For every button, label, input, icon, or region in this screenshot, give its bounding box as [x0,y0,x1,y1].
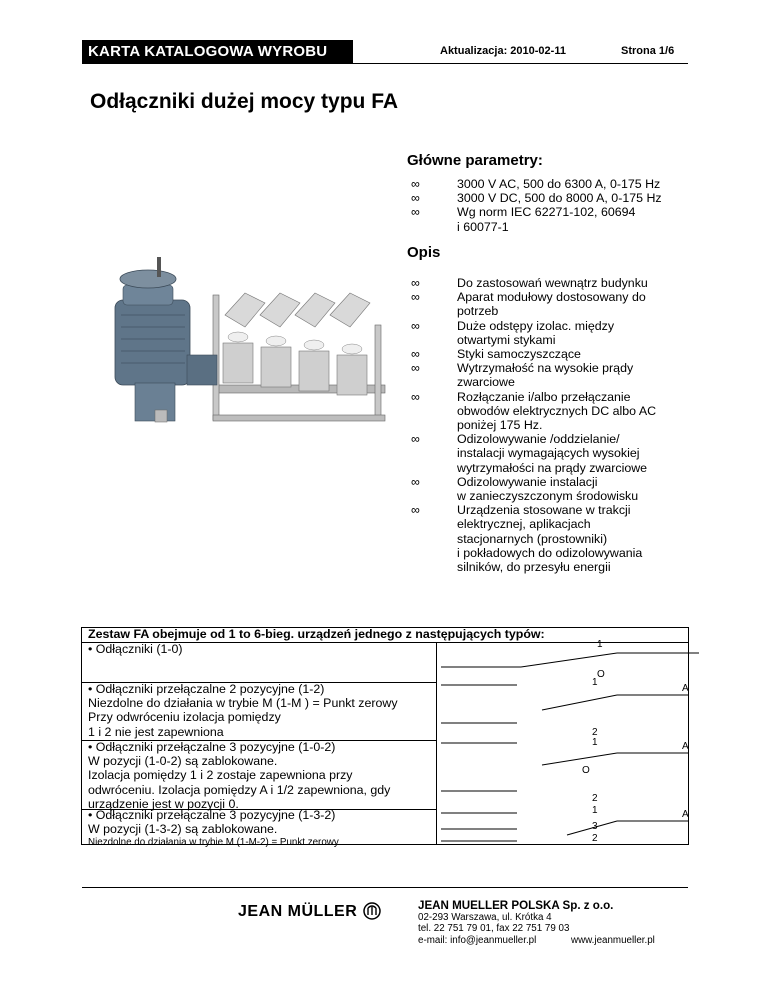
bullet-item-line: Wytrzymałość na wysokie prądy [457,361,634,376]
bullet-item-line: Aparat modułowy dostosowany do [457,290,646,305]
table-cell-line: • Odłączniki przełączalne 2 pozycyjne (1-2) [88,682,325,696]
bullet-item-line: 3000 V DC, 500 do 8000 A, 0-175 Hz [457,191,662,206]
table-cell-line: urządzenie jest w pozycji 0. [88,796,239,811]
bullet-infinity-icon: ∞ [411,290,420,305]
bullet-item [411,475,711,503]
bullet-item-line: w zanieczyszczonym środowisku [457,489,639,504]
label-1: 1 [592,677,598,688]
company-website[interactable]: www.jeanmueller.pl [571,935,655,946]
bullet-item-line: poniżej 175 Hz. [457,418,543,433]
bullet-infinity-icon: ∞ [411,474,420,489]
table-cell-line: • Odłączniki przełączalne 3 pozycyjne (1-3-2) [88,808,336,822]
table-cell-note: Niezdolne do działania w trybie M (1-M-2) = Punkt zerowy [88,837,339,849]
table-header: Zestaw FA obejmuje od 1 to 6-bieg. urządzeń jednego z następujących typów: [88,627,545,641]
bullet-item-line: Odizolowywanie instalacji [457,474,598,489]
bullet-item-line: wytrzymałości na prądy zwarciowe [457,460,648,475]
bullet-item-line: Do zastosowań wewnątrz budynku [457,276,648,290]
label-0: O [597,669,605,680]
table-cell-line: W pozycji (1-0-2) są zablokowane. [88,754,278,769]
label-a: A [682,741,689,752]
bullet-item [411,191,711,205]
bullet-item [411,390,711,433]
table-cell-line: Niezdolne do działania w trybie M (1-M ) = Punkt zerowy [88,696,398,711]
table-cell-line: Izolacja pomiędzy 1 i 2 zostaje zapewniona przy [88,768,353,783]
bullet-infinity-icon: ∞ [411,347,420,362]
bullet-infinity-icon: ∞ [411,503,420,518]
bullet-infinity-icon: ∞ [411,318,420,333]
bullet-item [411,361,711,389]
table-cell-line: • Odłączniki przełączalne 3 pozycyjne (1-0-2) [88,740,336,754]
diagram-1-0-2 [441,737,689,804]
types-table [81,627,689,849]
desc-list [411,276,711,574]
bullet-item-line: stacjonarnych (prostowniki) [457,531,608,546]
label-2: 2 [592,727,598,738]
type-row-1-3-2 [88,808,339,851]
bullet-item-line: elektrycznej, aplikacjach [457,517,591,532]
switch-diagrams [437,639,689,844]
diagram-1-2 [441,677,689,738]
bullet-item-line: Styki samoczyszczące [457,347,581,362]
bullet-item-line: Wg norm IEC 62271-102, 60694 [457,205,636,220]
diagram-1-3-2 [441,805,689,844]
type-row-1-0-2 [88,740,390,811]
bullet-item [411,276,711,290]
bullet-item [411,503,711,574]
label-2: 2 [592,793,598,804]
bullet-item [411,347,711,361]
label-1: 1 [597,639,603,650]
product-photo [95,255,391,429]
bullet-item-line: potrzeb [457,304,499,319]
bullet-item-line: obwodów elektrycznych DC albo AC [457,403,657,418]
table-cell-line: W pozycji (1-3-2) są zablokowane. [88,822,278,837]
bullet-item-line: Odizolowywanie /oddzielanie/ [457,432,620,447]
label-a: A [682,809,689,820]
table-cell-line: 1 i 2 nie jest zapewniona [88,724,224,739]
bullet-item-line: Rozłączanie i/albo przełączanie [457,389,631,404]
bullet-infinity-icon: ∞ [411,191,420,206]
bullet-infinity-icon: ∞ [411,432,420,447]
desc-heading: Opis [407,244,441,261]
bullet-item-line: silników, do przesyłu energii [457,560,611,575]
bullet-item-line: i 60077-1 [457,219,509,234]
header-divider [82,63,688,64]
bullet-infinity-icon: ∞ [411,361,420,376]
brand-logo: JEAN MÜLLER [238,903,358,920]
bullet-item-line: Urządzenia stosowane w trakcji [457,503,631,518]
label-a: A [682,683,689,694]
label-0: O [582,765,590,776]
footer-divider [82,887,688,888]
header-date: Aktualizacja: 2010-02-11 [440,45,566,57]
label-1: 1 [592,805,598,816]
header-title: KARTA KATALOGOWA WYROBU [88,43,328,60]
bullet-item-line: i pokładowych do odizolowywania [457,545,643,560]
bullet-item-line: otwartymi stykami [457,332,556,347]
bullet-item [411,290,711,318]
params-heading: Główne parametry: [407,152,543,169]
header-page-number: Strona 1/6 [621,45,675,57]
bullet-infinity-icon: ∞ [411,389,420,404]
bullet-item [411,205,711,233]
bullet-item-line: Duże odstępy izolac. między [457,318,615,333]
label-3: 3 [592,821,598,832]
label-1: 1 [592,737,598,748]
bullet-infinity-icon: ∞ [411,276,420,290]
bullet-item-line: zwarciowe [457,375,515,390]
company-address: 02-293 Warszawa, ul. Krótka 4 [418,912,552,923]
bullet-infinity-icon: ∞ [411,205,420,220]
table-cell-line: odwróceniu. Izolacja pomiędzy A i 1/2 zapewniona, gdy [88,782,391,797]
bullet-infinity-icon: ∞ [411,177,420,191]
company-name: JEAN MUELLER POLSKA Sp. z o.o. [418,899,614,912]
bullet-item-line: 3000 V AC, 500 do 6300 A, 0-175 Hz [457,177,661,191]
label-2: 2 [592,833,598,844]
type-row-1-0 [88,642,183,656]
company-email[interactable]: e-mail: info@jeanmueller.pl [418,935,537,946]
params-list [411,177,711,234]
document-title: Odłączniki dużej mocy typu FA [90,90,399,113]
bullet-item [411,319,711,347]
type-row-1-2 [88,682,398,739]
bullet-item [411,177,711,191]
bullet-item-line: instalacji wymagających wysokiej [457,446,640,461]
brand-logo-icon [363,902,381,920]
bullet-item [411,432,711,475]
table-cell-line: Przy odwróceniu izolacja pomiędzy [88,710,281,725]
company-phone: tel. 22 751 79 01, fax 22 751 79 03 [418,923,570,934]
diagram-1-0 [441,639,699,680]
table-cell-line: • Odłączniki (1-0) [88,642,183,656]
